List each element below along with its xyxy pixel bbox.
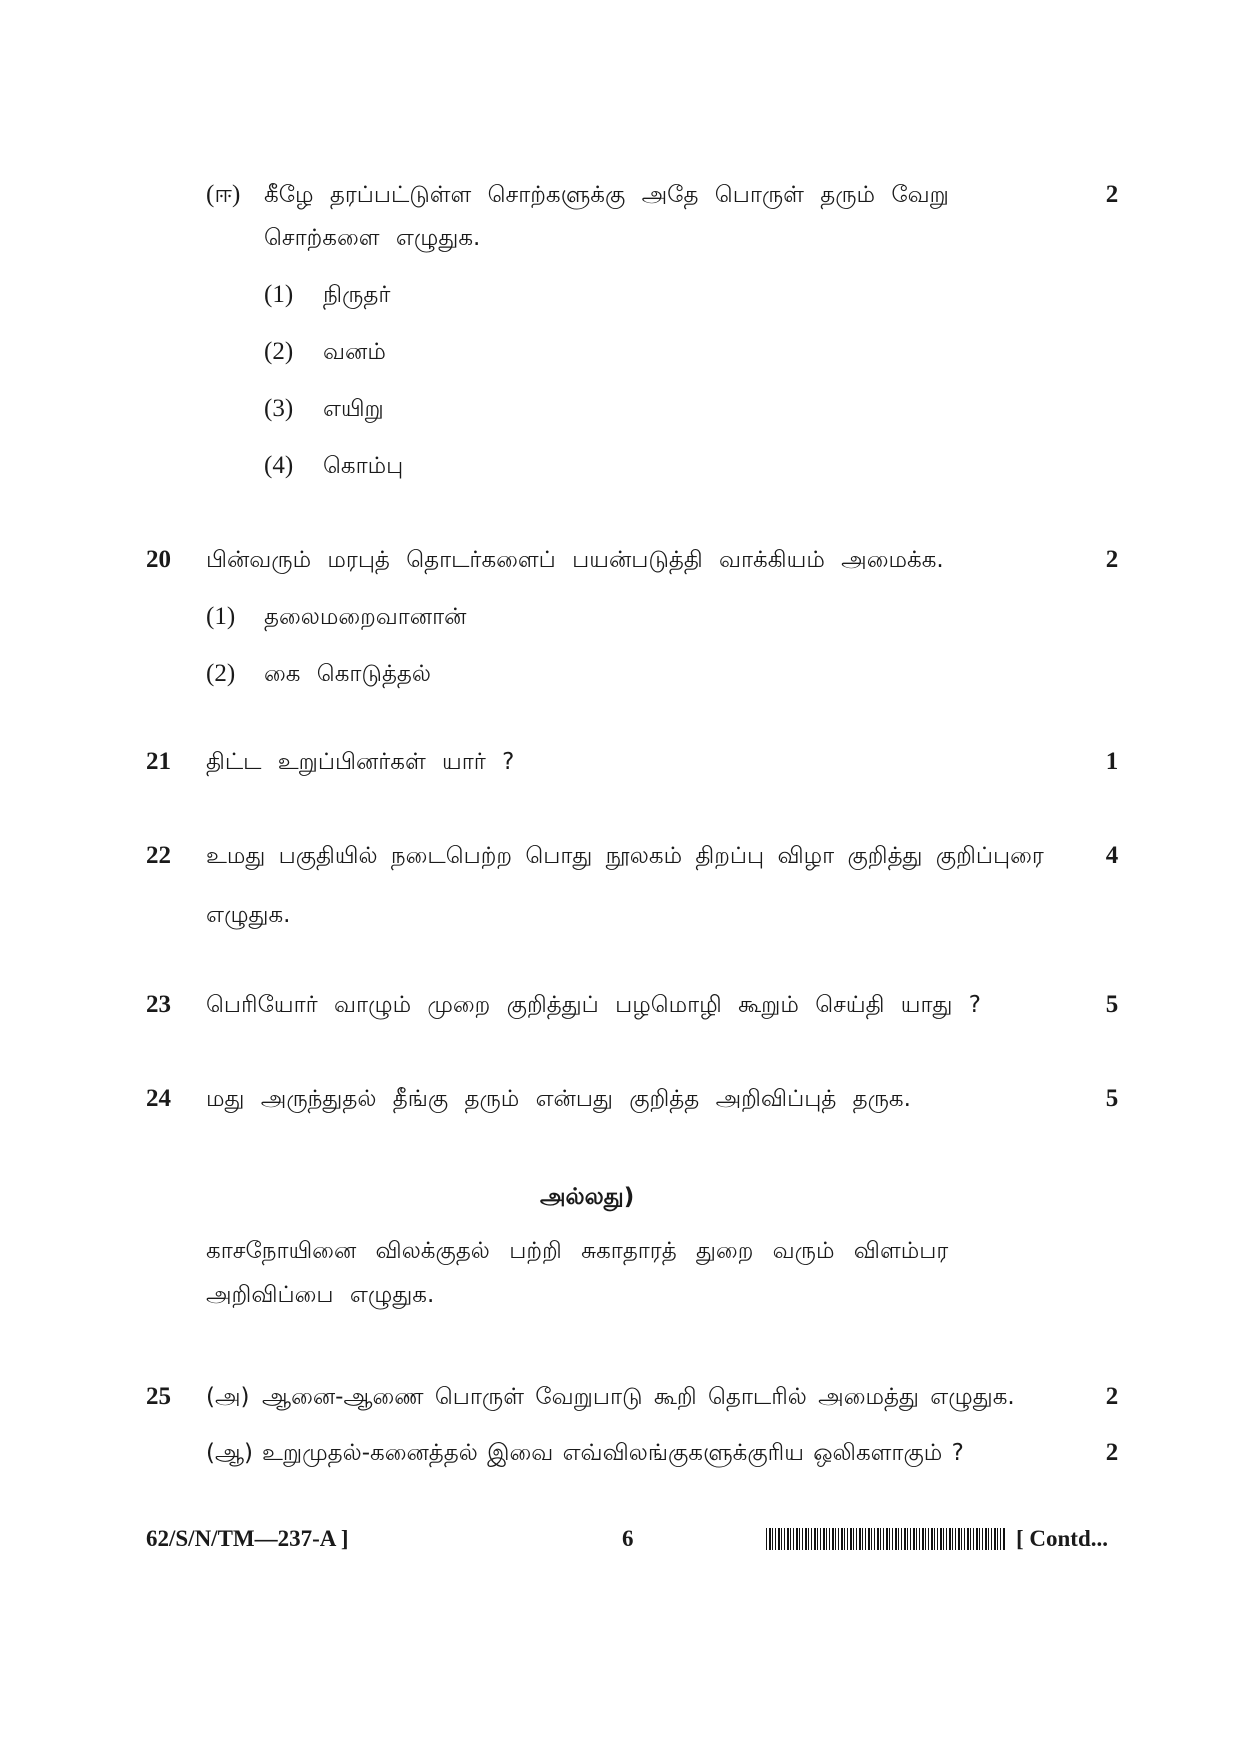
q20-item-1-text: தலைமறைவானான் [264,604,467,630]
q21-marks: 1 [1105,748,1119,775]
or-heading: அல்லது) [540,1184,635,1210]
q19-item-3-text: எயிறு [323,396,384,422]
footer-page-number: 6 [622,1526,634,1551]
q19-item-2-num: (2) [264,338,294,365]
q24-number: 24 [146,1085,171,1112]
q20-item-1-num: (1) [206,603,236,630]
q20-text: பின்வரும் மரபுத் தொடர்களைப் பயன்படுத்தி வாக்கியம் அமைக்க. [206,547,944,573]
q25-part-a-marks: 2 [1105,1383,1119,1410]
q19-text-line2: சொற்களை எழுதுக. [264,225,481,251]
q23-marks: 5 [1105,991,1119,1018]
q22-text-line2: எழுதுக. [206,902,291,928]
q24-marks: 5 [1105,1085,1119,1112]
footer-contd: [ Contd... [1016,1526,1109,1551]
barcode [766,1528,1006,1550]
q22-text-line1: உமது பகுதியில் நடைபெற்ற பொது நூலகம் திறப்பு விழா குறித்து குறிப்புரை [206,843,1044,869]
or-text-line1: காசநோயினை விலக்குதல் பற்றி சுகாதாரத் துறை வரும் விளம்பர [206,1238,949,1264]
or-text-line2: அறிவிப்பை எழுதுக. [206,1282,435,1308]
q25-part-a-label: (அ) [206,1384,250,1410]
q19-item-2-text: வனம் [323,339,386,365]
q25-number: 25 [146,1383,171,1410]
q19-item-1-num: (1) [264,281,294,308]
footer-paper-code: 62/S/N/TM—237-A ] [146,1526,349,1551]
q20-number: 20 [146,546,171,573]
q19-marks: 2 [1105,181,1119,208]
q23-text: பெரியோர் வாழும் முறை குறித்துப் பழமொழி கூறும் செய்தி யாது ? [206,992,981,1018]
q25-part-b-text: உறுமுதல்-கனைத்தல் இவை எவ்விலங்குகளுக்குரிய ஒலிகளாகும் ? [262,1440,964,1466]
q23-number: 23 [146,991,171,1018]
q20-item-2-text: கை கொடுத்தல் [264,661,432,687]
q25-part-a-text: ஆனை-ஆணை பொருள் வேறுபாடு கூறி தொடரில் அமைத்து எழுதுக. [262,1384,1015,1410]
q21-number: 21 [146,748,171,775]
q25-part-b-label: (ஆ) [206,1440,254,1466]
q19-item-4-text: கொம்பு [323,453,404,479]
q21-text: திட்ட உறுப்பினர்கள் யார் ? [206,749,515,775]
q20-item-2-num: (2) [206,660,236,687]
q19-item-1-text: நிருதர் [323,282,391,308]
q22-number: 22 [146,842,171,869]
q25-part-b-marks: 2 [1105,1439,1119,1466]
q19-item-3-num: (3) [264,395,294,422]
q20-marks: 2 [1105,546,1119,573]
q19-text-line1: கீழே தரப்பட்டுள்ள சொற்களுக்கு அதே பொருள் தரும் வேறு [264,182,949,208]
q24-text: மது அருந்துதல் தீங்கு தரும் என்பது குறித்த அறிவிப்புத் தருக. [206,1086,911,1112]
q22-marks: 4 [1105,842,1119,869]
q19-item-4-num: (4) [264,452,294,479]
q19-part-label: (ஈ) [206,181,241,208]
